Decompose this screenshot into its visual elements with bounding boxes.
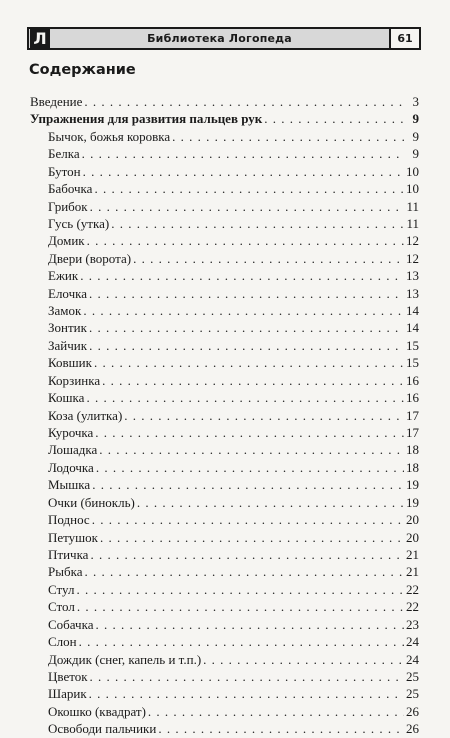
toc-entry <box>30 163 419 180</box>
toc-entry-page: 17 <box>406 407 419 423</box>
toc-leader-dots <box>84 563 404 580</box>
toc-entry <box>30 476 419 493</box>
page-header <box>27 27 421 50</box>
toc-entry-title: Упражнения для развития пальцев рук <box>30 111 263 127</box>
toc-entry-page: 16 <box>406 372 419 388</box>
toc-leader-dots <box>86 389 404 406</box>
toc-entry-page: 21 <box>406 564 419 580</box>
toc-entry-page: 11 <box>406 198 419 214</box>
toc-entry-title: Ковшик <box>48 355 92 371</box>
toc-entry <box>30 546 419 563</box>
toc-entry-title: Замок <box>48 303 82 319</box>
toc-entry-title: Зайчик <box>48 337 88 353</box>
toc-entry <box>30 703 419 720</box>
toc-entry-page: 22 <box>406 581 419 597</box>
toc-leader-dots <box>80 267 404 284</box>
toc-entry <box>30 685 419 702</box>
toc-entry-page: 25 <box>406 668 419 684</box>
toc-entry-title: Домик <box>48 233 85 249</box>
toc-entry <box>30 354 419 371</box>
toc-entry-page: 10 <box>406 163 419 179</box>
header-title: Библиотека Логопеда <box>147 32 292 45</box>
toc-entry <box>30 598 419 615</box>
toc-entry-title: Собачка <box>48 616 94 632</box>
toc-leader-dots <box>95 424 404 441</box>
toc-entry-title: Петушок <box>48 529 98 545</box>
toc-entry-page: 19 <box>406 477 419 493</box>
toc-entry <box>30 441 419 458</box>
toc-leader-dots <box>203 651 404 668</box>
toc-entry-page: 25 <box>406 686 419 702</box>
toc-leader-dots <box>137 494 404 511</box>
toc-leader-dots <box>90 668 404 685</box>
toc-entry-title: Двери (ворота) <box>48 250 132 266</box>
toc-entry <box>30 302 419 319</box>
toc-entry <box>30 93 419 110</box>
toc-entry-page: 19 <box>406 494 419 510</box>
toc-entry-page: 11 <box>406 215 419 231</box>
toc-entry-title: Курочка <box>48 425 94 441</box>
toc-entry <box>30 651 419 668</box>
toc-entry-page: 9 <box>412 111 419 127</box>
toc-entry-page: 14 <box>406 303 419 319</box>
toc-entry-page: 15 <box>406 355 419 371</box>
toc-entry-title: Стол <box>48 599 75 615</box>
toc-entry-title: Грибок <box>48 198 88 214</box>
toc-entry <box>30 668 419 685</box>
toc-entry-page: 14 <box>406 320 419 336</box>
toc-entry-page: 18 <box>406 459 419 475</box>
toc-entry-title: Елочка <box>48 285 88 301</box>
toc-entry <box>30 424 419 441</box>
toc-entry-page: 23 <box>406 616 419 632</box>
library-logo: Л <box>30 29 50 48</box>
toc-leader-dots <box>89 285 404 302</box>
toc-leader-dots <box>84 93 405 110</box>
toc-entry-title: Стул <box>48 581 75 597</box>
toc-entry-title: Кошка <box>48 390 85 406</box>
toc-entry-title: Шарик <box>48 686 87 702</box>
toc-entry-title: Ежик <box>48 268 79 284</box>
toc-leader-dots <box>111 215 404 232</box>
toc-entry-page: 21 <box>406 546 419 562</box>
toc-leader-dots <box>94 180 404 197</box>
toc-entry-title: Бутон <box>48 163 81 179</box>
toc-leader-dots <box>92 511 404 528</box>
toc-entry-title: Птичка <box>48 546 89 562</box>
toc-entry-page: 24 <box>406 634 419 650</box>
toc-entry-page: 26 <box>406 703 419 719</box>
toc-entry <box>30 720 419 737</box>
toc-entry <box>30 145 419 162</box>
toc-entry-page: 18 <box>406 442 419 458</box>
toc-entry-page: 22 <box>406 599 419 615</box>
toc-leader-dots <box>94 354 404 371</box>
toc-entry-page: 9 <box>412 128 419 144</box>
toc-entry-page: 12 <box>406 250 419 266</box>
toc-entry <box>30 581 419 598</box>
toc-leader-dots <box>82 145 405 162</box>
toc-leader-dots <box>83 163 404 180</box>
toc-leader-dots <box>77 598 404 615</box>
toc-leader-dots <box>102 372 404 389</box>
toc-entry-title: Мышка <box>48 477 91 493</box>
toc-leader-dots <box>89 337 404 354</box>
toc-entry-page: 3 <box>412 94 419 109</box>
toc-entry-title: Бабочка <box>48 181 93 197</box>
toc-entry-title: Рыбка <box>48 564 83 580</box>
toc-leader-dots <box>95 616 404 633</box>
toc-entry-title: Лодочка <box>48 459 94 475</box>
toc-entry <box>30 459 419 476</box>
toc-entry-title: Введение <box>30 94 83 109</box>
toc-entry <box>30 232 419 249</box>
toc-entry-title: Белка <box>48 146 80 162</box>
toc-entry-page: 13 <box>406 285 419 301</box>
toc-entry <box>30 198 419 215</box>
toc-entry-page: 9 <box>412 146 419 162</box>
toc-entry-title: Бычок, божья коровка <box>48 128 171 144</box>
toc-leader-dots <box>264 110 405 127</box>
toc-leader-dots <box>79 633 404 650</box>
toc-entry-title: Корзинка <box>48 372 101 388</box>
toc-entry <box>30 337 419 354</box>
toc-entry-page: 20 <box>406 512 419 528</box>
toc-leader-dots <box>96 459 404 476</box>
toc-leader-dots <box>83 302 404 319</box>
toc-entry <box>30 110 419 127</box>
toc-leader-dots <box>76 581 404 598</box>
toc-entry <box>30 563 419 580</box>
toc-entry-page: 16 <box>406 390 419 406</box>
toc-leader-dots <box>133 250 404 267</box>
table-of-contents <box>30 93 419 738</box>
toc-entry <box>30 285 419 302</box>
toc-entry <box>30 215 419 232</box>
toc-entry-title: Цветок <box>48 668 88 684</box>
toc-leader-dots <box>148 703 404 720</box>
toc-entry <box>30 511 419 528</box>
toc-leader-dots <box>158 720 404 737</box>
toc-entry-page: 10 <box>406 181 419 197</box>
toc-entry-title: Коза (улитка) <box>48 407 123 423</box>
toc-entry <box>30 529 419 546</box>
toc-leader-dots <box>92 476 404 493</box>
toc-entry-title: Лошадка <box>48 442 98 458</box>
toc-entry-page: 24 <box>406 651 419 667</box>
toc-entry-title: Зонтик <box>48 320 87 336</box>
toc-entry-page: 12 <box>406 233 419 249</box>
toc-entry-title: Дождик (снег, капель и т.п.) <box>48 651 202 667</box>
toc-entry <box>30 372 419 389</box>
toc-entry-title: Поднос <box>48 512 90 528</box>
toc-entry <box>30 180 419 197</box>
toc-entry-title: Окошко (квадрат) <box>48 703 146 719</box>
toc-entry-page: 26 <box>406 721 419 737</box>
toc-entry <box>30 250 419 267</box>
toc-entry-page: 17 <box>406 425 419 441</box>
toc-entry <box>30 389 419 406</box>
toc-leader-dots <box>89 319 404 336</box>
toc-entry-page: 20 <box>406 529 419 545</box>
toc-entry <box>30 128 419 145</box>
toc-entry <box>30 494 419 511</box>
toc-entry-title: Очки (бинокль) <box>48 494 135 510</box>
toc-entry-title: Слон <box>48 634 77 650</box>
toc-leader-dots <box>100 529 404 546</box>
toc-entry <box>30 616 419 633</box>
toc-entry-title: Освободи пальчики <box>48 721 157 737</box>
section-title: Содержание <box>29 62 136 78</box>
toc-entry <box>30 633 419 650</box>
toc-entry <box>30 319 419 336</box>
toc-leader-dots <box>99 441 404 458</box>
toc-entry-title: Гусь (утка) <box>48 215 110 231</box>
toc-leader-dots <box>124 407 404 424</box>
toc-leader-dots <box>90 198 405 215</box>
toc-leader-dots <box>90 546 404 563</box>
toc-entry-page: 15 <box>406 337 419 353</box>
toc-entry-page: 13 <box>406 268 419 284</box>
toc-leader-dots <box>89 685 404 702</box>
toc-leader-dots <box>87 232 404 249</box>
toc-leader-dots <box>172 128 405 145</box>
toc-entry <box>30 407 419 424</box>
toc-entry <box>30 267 419 284</box>
page-number: 61 <box>389 29 419 48</box>
